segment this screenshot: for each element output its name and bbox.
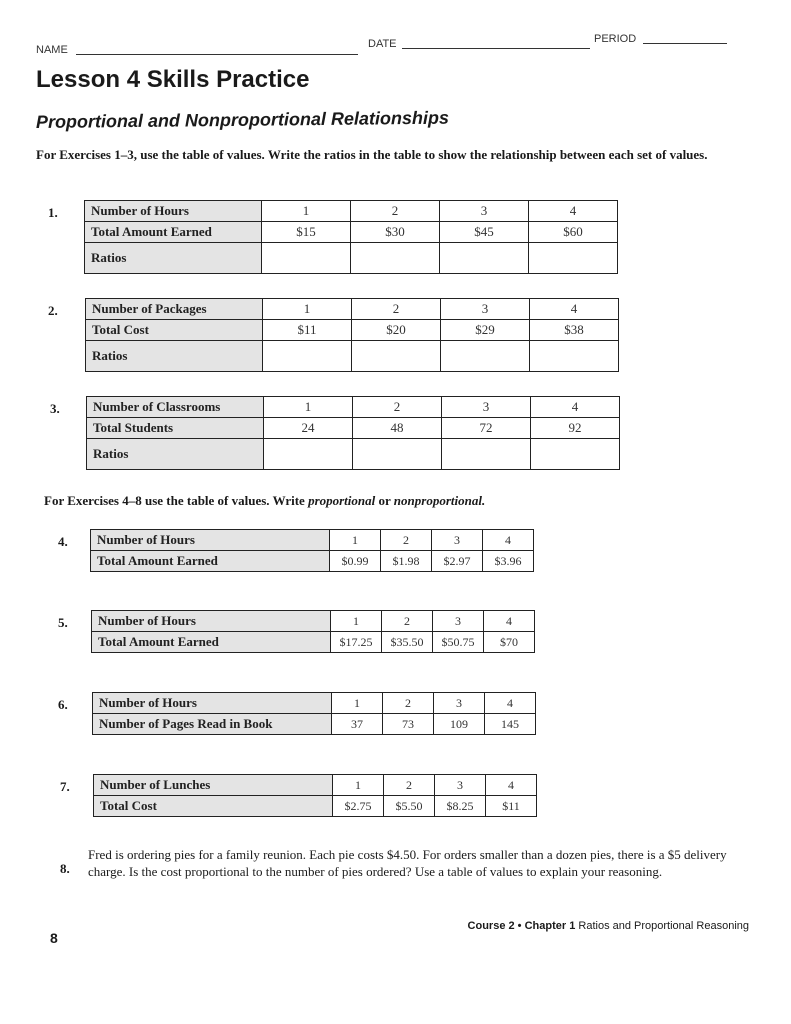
- table-cell: $5.50: [384, 796, 435, 817]
- table-cell: 3: [442, 397, 531, 418]
- table-cell: 1: [330, 530, 381, 551]
- row-label: Number of Packages: [86, 299, 263, 320]
- row-label: Total Amount Earned: [92, 632, 331, 653]
- exercise-3-table: [86, 396, 620, 470]
- ratio-answer-cell[interactable]: [263, 341, 352, 372]
- table-cell: $30: [351, 222, 440, 243]
- ratio-answer-cell[interactable]: [529, 243, 618, 274]
- table-cell: $70: [484, 632, 535, 653]
- table-cell: $20: [352, 320, 441, 341]
- table-cell: $45: [440, 222, 529, 243]
- ratio-answer-cell[interactable]: [351, 243, 440, 274]
- table-cell: 73: [383, 714, 434, 735]
- row-label: Total Amount Earned: [91, 551, 330, 572]
- ratio-answer-cell[interactable]: [531, 439, 620, 470]
- instructions-1-3: For Exercises 1–3, use the table of values. Write the ratios in the table to show the relationship between each set of values.: [36, 147, 708, 162]
- row-label: Ratios: [86, 341, 263, 372]
- table-cell: 1: [262, 201, 351, 222]
- table-cell: 48: [353, 418, 442, 439]
- ratio-answer-cell[interactable]: [262, 243, 351, 274]
- ratio-answer-cell[interactable]: [530, 341, 619, 372]
- table-cell: 72: [442, 418, 531, 439]
- table-cell: $2.75: [333, 796, 384, 817]
- table-cell: 4: [529, 201, 618, 222]
- table-cell: $50.75: [433, 632, 484, 653]
- table-cell: 37: [332, 714, 383, 735]
- table-cell: 3: [440, 201, 529, 222]
- instructions-text: For Exercises 4–8 use the table of values. Write: [44, 493, 309, 508]
- footer: [468, 920, 749, 932]
- exercise-5-number: 5.: [58, 615, 68, 630]
- exercise-4-table: [90, 529, 534, 572]
- table-cell: 4: [531, 397, 620, 418]
- exercise-1-number: 1.: [48, 205, 58, 220]
- exercise-6-number: 6.: [58, 697, 68, 712]
- word-or: or: [375, 493, 394, 508]
- row-label: Total Amount Earned: [85, 222, 262, 243]
- table-cell: 2: [384, 775, 435, 796]
- name-line: [76, 54, 358, 55]
- ratio-answer-cell[interactable]: [440, 243, 529, 274]
- page-number: 8: [50, 930, 58, 946]
- row-label: Number of Hours: [85, 201, 262, 222]
- row-label: Number of Hours: [91, 530, 330, 551]
- exercise-2-number: 2.: [48, 303, 58, 318]
- table-cell: $35.50: [382, 632, 433, 653]
- table-cell: 1: [332, 693, 383, 714]
- table-cell: 3: [441, 299, 530, 320]
- row-label: Total Cost: [86, 320, 263, 341]
- row-label: Number of Hours: [92, 611, 331, 632]
- table-cell: 4: [483, 530, 534, 551]
- table-cell: 145: [485, 714, 536, 735]
- exercise-6-table: [92, 692, 536, 735]
- exercise-8-number: 8.: [60, 861, 70, 876]
- table-cell: $3.96: [483, 551, 534, 572]
- table-cell: $17.25: [331, 632, 382, 653]
- table-cell: $60: [529, 222, 618, 243]
- table-cell: 2: [352, 299, 441, 320]
- word-proportional: proportional: [308, 493, 376, 508]
- table-cell: $1.98: [381, 551, 432, 572]
- exercise-8-question: Fred is ordering pies for a family reunion. Each pie costs $4.50. For orders smaller than a dozen pies, there is a $5 delivery charge. Is the cost proportional to the number of pies ordered? Use a table of values to explain your reasoning.: [88, 847, 727, 879]
- table-cell: 109: [434, 714, 485, 735]
- table-cell: 92: [531, 418, 620, 439]
- lesson-subtitle: Proportional and Nonproportional Relationships: [35, 107, 450, 132]
- ratio-answer-cell[interactable]: [352, 341, 441, 372]
- table-cell: 2: [383, 693, 434, 714]
- table-cell: 3: [432, 530, 483, 551]
- ratio-answer-cell[interactable]: [442, 439, 531, 470]
- ratio-answer-cell[interactable]: [353, 439, 442, 470]
- exercise-3-number: 3.: [50, 401, 60, 416]
- table-cell: 1: [263, 299, 352, 320]
- table-cell: 1: [331, 611, 382, 632]
- table-cell: 3: [434, 693, 485, 714]
- date-line: [402, 48, 590, 49]
- table-cell: $15: [262, 222, 351, 243]
- period-line: [643, 43, 727, 44]
- row-label: Total Cost: [94, 796, 333, 817]
- table-cell: 3: [433, 611, 484, 632]
- footer-course: Course 2 • Chapter 1: [467, 920, 576, 932]
- table-cell: 4: [484, 611, 535, 632]
- exercise-7-number: 7.: [60, 779, 70, 794]
- row-label: Ratios: [85, 243, 262, 274]
- ratio-answer-cell[interactable]: [441, 341, 530, 372]
- table-cell: $11: [486, 796, 537, 817]
- row-label: Number of Hours: [93, 693, 332, 714]
- row-label: Number of Pages Read in Book: [93, 714, 332, 735]
- row-label: Number of Classrooms: [87, 397, 264, 418]
- name-label: NAME: [36, 44, 68, 56]
- table-cell: 2: [382, 611, 433, 632]
- lesson-title: Lesson 4 Skills Practice: [36, 66, 310, 93]
- date-label: DATE: [368, 38, 397, 50]
- table-cell: $38: [530, 320, 619, 341]
- table-cell: 1: [264, 397, 353, 418]
- table-cell: 1: [333, 775, 384, 796]
- exercise-5-table: [91, 610, 535, 653]
- table-cell: 4: [530, 299, 619, 320]
- instructions-4-8: [44, 492, 744, 510]
- period-label: PERIOD: [594, 33, 637, 45]
- table-cell: $29: [441, 320, 530, 341]
- exercise-2-table: [85, 298, 619, 372]
- table-cell: $2.97: [432, 551, 483, 572]
- table-cell: 2: [353, 397, 442, 418]
- table-cell: 2: [351, 201, 440, 222]
- table-cell: 3: [435, 775, 486, 796]
- word-nonproportional: nonproportional.: [393, 493, 486, 508]
- table-cell: 4: [485, 693, 536, 714]
- exercise-1-table: [84, 200, 618, 274]
- table-cell: $11: [263, 320, 352, 341]
- row-label: Ratios: [87, 439, 264, 470]
- table-cell: 4: [486, 775, 537, 796]
- footer-chapter-title: Ratios and Proportional Reasoning: [578, 920, 749, 932]
- table-cell: $0.99: [330, 551, 381, 572]
- ratio-answer-cell[interactable]: [264, 439, 353, 470]
- table-cell: $8.25: [435, 796, 486, 817]
- table-cell: 24: [264, 418, 353, 439]
- exercise-4-number: 4.: [58, 534, 68, 549]
- row-label: Total Students: [87, 418, 264, 439]
- table-cell: 2: [381, 530, 432, 551]
- exercise-7-table: [93, 774, 537, 817]
- row-label: Number of Lunches: [94, 775, 333, 796]
